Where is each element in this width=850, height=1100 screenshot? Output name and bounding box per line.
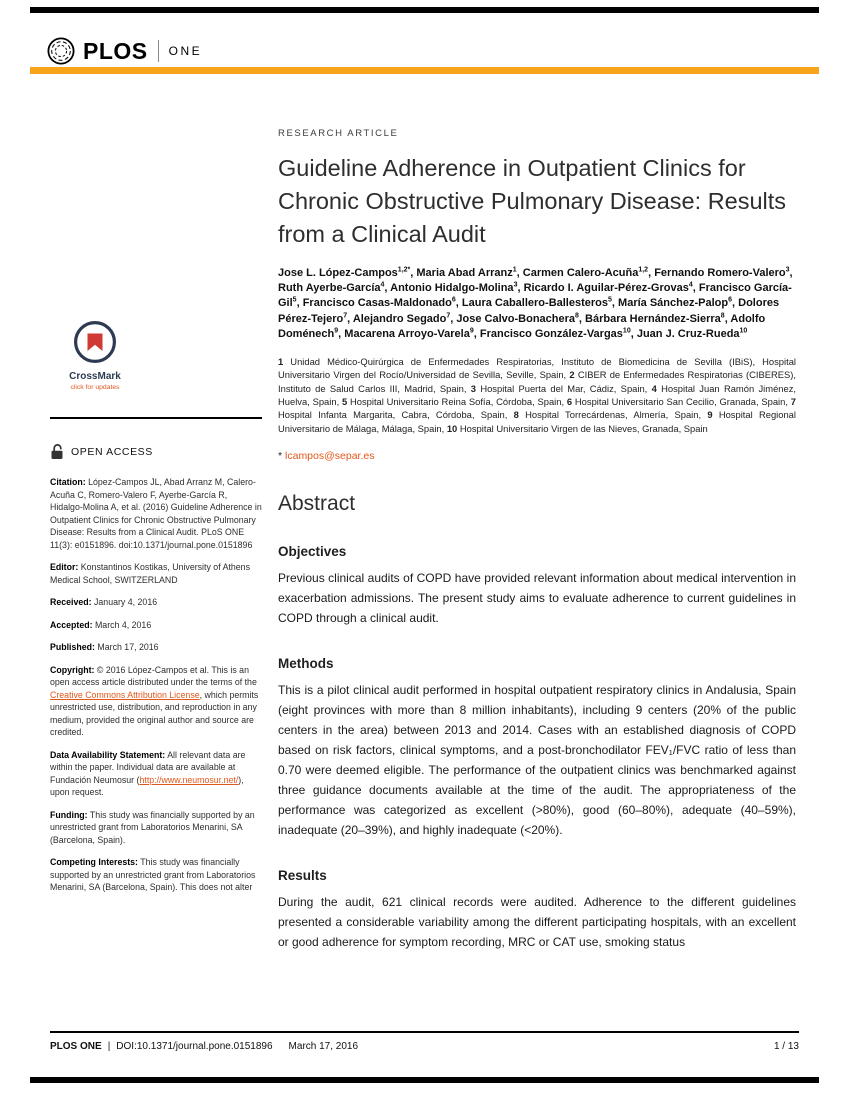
crossmark-badge[interactable] bbox=[66, 320, 124, 391]
footer-separator: | bbox=[107, 1041, 111, 1052]
sidebar-divider bbox=[50, 417, 262, 419]
published-note bbox=[50, 641, 262, 654]
journal-masthead bbox=[46, 34, 202, 68]
open-lock-icon bbox=[50, 443, 64, 460]
data-availability-text-after: ), upon request. bbox=[50, 774, 244, 797]
page-number: 1 / 13 bbox=[773, 1041, 799, 1052]
section-text-objectives: Previous clinical audits of COPD have provided relevant information about medical intervention in exacerbation admissions. The present study aims to evaluate adherence to current guidelines in COPD through a clinical audit. bbox=[278, 570, 796, 625]
editor-label: Editor: bbox=[50, 562, 79, 572]
journal-name: ONE bbox=[168, 44, 203, 58]
received-label: Received: bbox=[50, 597, 92, 607]
bottom-border-rule bbox=[30, 1077, 819, 1083]
neumosur-link[interactable]: http://www.neumosur.net/ bbox=[139, 774, 239, 785]
data-availability-text-before: All relevant data are within the paper. Individual data are available at Fundación Neumosur ( bbox=[50, 749, 246, 785]
article-type-kicker: RESEARCH ARTICLE bbox=[278, 128, 399, 139]
logo-divider bbox=[158, 40, 159, 62]
open-access-label: OPEN ACCESS bbox=[71, 445, 153, 458]
corresponding-email-line bbox=[278, 450, 796, 462]
abstract-heading: Abstract bbox=[278, 491, 356, 515]
crossmark-title: CrossMark bbox=[69, 371, 121, 382]
received-date: January 4, 2016 bbox=[94, 597, 158, 607]
plos-globe-icon bbox=[46, 36, 76, 66]
data-availability-note bbox=[50, 749, 262, 799]
citation-note bbox=[50, 476, 262, 551]
published-date: March 17, 2016 bbox=[97, 642, 159, 652]
section-text-methods: This is a pilot clinical audit performed in hospital outpatient respiratory clinics in Andalusia, Spain (eight provinces with more than 8 million inhabitants), including 9 centers (20% of the public centers in the area) between 2013 and 2014. Cases with an established diagnosis of COPD based on risk factors, clinical symptoms, and a post-bronchodilator FEV₁/FVC ratio of less than 0.70 were deemed eligible. The performance of the outpatient clinics was benchmarked against three guidance documents available at the time of the audit. The appropriateness of the performance was categorized as excellent (>80%), good (60–80%), adequate (40–59%), inadequate (20–39%), and highly inadequate (<20%). bbox=[278, 682, 796, 837]
data-availability-label: Data Availability Statement: bbox=[50, 749, 166, 760]
accepted-note bbox=[50, 619, 262, 632]
section-text-results: During the audit, 621 clinical records were audited. Adherence to the different guidelines presented a considerable variability among the different participating hospitals, with an excellent or good adherence for symptom recording, MRC or CAT use, smoking status bbox=[278, 894, 796, 949]
funding-label: Funding: bbox=[50, 809, 88, 820]
cc-license-link[interactable]: Creative Commons Attribution License bbox=[50, 689, 200, 700]
editor-note bbox=[50, 561, 262, 586]
page-footer bbox=[50, 1041, 799, 1052]
copyright-text-before: © 2016 López-Campos et al. This is an open access article distributed under the terms of the bbox=[50, 664, 257, 687]
funding-note bbox=[50, 809, 262, 847]
top-border-rule bbox=[30, 7, 819, 13]
competing-interests-text: This study was financially supported by an unrestricted grant from Laboratorios Menarini, SA (Barcelona, Spain). This does not alter bbox=[50, 857, 256, 892]
editor-text: Konstantinos Kostikas, University of Athens Medical School, SWITZERLAND bbox=[50, 562, 250, 585]
accepted-label: Accepted: bbox=[50, 619, 93, 630]
accepted-date: March 4, 2016 bbox=[94, 619, 152, 630]
footer-citation-line bbox=[50, 1041, 358, 1052]
copyright-note bbox=[50, 664, 262, 739]
citation-text: López-Campos JL, Abad Arranz M, Calero-Acuña C, Romero-Valero F, Ayerbe-García R, Hidalgo-Molina A, et al. (2016) Guideline Adherence in Outpatient Clinics for Chronic Obstructive Pulmonary Disease: Results from a Clinical Audit. PLoS ONE 11(3): e0151896. doi:10.1371/journal.pone.0151896 bbox=[50, 477, 262, 550]
funding-text: This study was financially supported by an unrestricted grant from Laboratorios Menarini, SA (Barcelona, Spain). bbox=[50, 809, 255, 845]
footer-divider bbox=[50, 1031, 799, 1033]
section-heading-results: Results bbox=[278, 867, 327, 883]
affiliation-list: 1 Unidad Médico-Quirúrgica de Enfermedades Respiratorias, Instituto de Biomedicina de Sevilla (IBiS), Hospital Universitario Virgen del Rocío/Universidad de Sevilla, Seville, Spain, 2 CIBER de Enfermedades Respiratorias (CIBERES), Instituto de Salud Carlos III, Madrid, Spain, 3 Hospital Puerta del Mar, Cádiz, Spain, 4 Hospital Juan Ramón Jiménez, Huelva, Spain, 5 Hospital Universitario Reina Sofía, Córdoba, Spain, 6 Hospital Universitario San Cecilio, Granada, Spain, 7 Hospital Infanta Margarita, Cabra, Córdoba, Spain, 8 Hospital Torrecárdenas, Almería, Spain, 9 Hospital Regional Universitario de Málaga, Málaga, Spain, 10 Hospital Universitario Virgen de las Nieves, Granada, Spain bbox=[278, 356, 796, 434]
competing-interests-note bbox=[50, 856, 262, 894]
copyright-label: Copyright: bbox=[50, 664, 95, 675]
accent-bar bbox=[30, 67, 819, 74]
copyright-text-after: , which permits unrestricted use, distribution, and reproduction in any medium, provided the original author and source are credited. bbox=[50, 689, 259, 737]
section-heading-objectives: Objectives bbox=[278, 543, 347, 559]
citation-label: Citation: bbox=[50, 477, 86, 487]
crossmark-tagline[interactable]: click for updates bbox=[70, 384, 120, 391]
received-note bbox=[50, 596, 262, 609]
email-link[interactable]: lcampos@separ.es bbox=[285, 449, 375, 462]
footer-doi: DOI:10.1371/journal.pone.0151896 bbox=[116, 1041, 273, 1052]
article-sidebar bbox=[50, 320, 262, 894]
competing-interests-label: Competing Interests: bbox=[50, 857, 138, 867]
section-heading-methods: Methods bbox=[278, 655, 334, 671]
author-list: Jose L. López-Campos$^{1,2*}$, Maria Abad Arranz$^1$, Carmen Calero-Acuña$^{1,2}$, Fernando Romero-Valero$^3$, Ruth Ayerbe-García$^4$, Antonio Hidalgo-Molina$^3$, Ricardo I. Aguilar-Pérez-Grovas$^4$, Francisco García-Gil$^5$, Francisco Casas-Maldonado$^6$, Laura Caballero-Ballesteros$^5$, María Sánchez-Palop$^6$, Dolores Pérez-Tejero$^7$, Alejandro Segado$^7$, Jose Calvo-Bonachera$^8$, Bárbara Hernández-Sierra$^8$, Adolfo Doménech$^9$, Macarena Arroyo-Varela$^9$, Francisco González-Vargas$^{10}$, Juan J. Cruz-Rueda$^{10}$ bbox=[278, 266, 793, 340]
published-label: Published: bbox=[50, 642, 95, 652]
article-title: Guideline Adherence in Outpatient Clinics for Chronic Obstructive Pulmonary Disease: Results from a Clinical Audit bbox=[278, 155, 787, 247]
open-access-row bbox=[50, 443, 262, 460]
article-body bbox=[278, 128, 796, 952]
plos-logo-text: PLOS bbox=[83, 37, 148, 64]
crossmark-icon bbox=[73, 320, 117, 364]
footer-journal: PLOS ONE bbox=[50, 1041, 102, 1052]
email-marker: * bbox=[278, 449, 283, 462]
footer-date: March 17, 2016 bbox=[288, 1041, 359, 1052]
